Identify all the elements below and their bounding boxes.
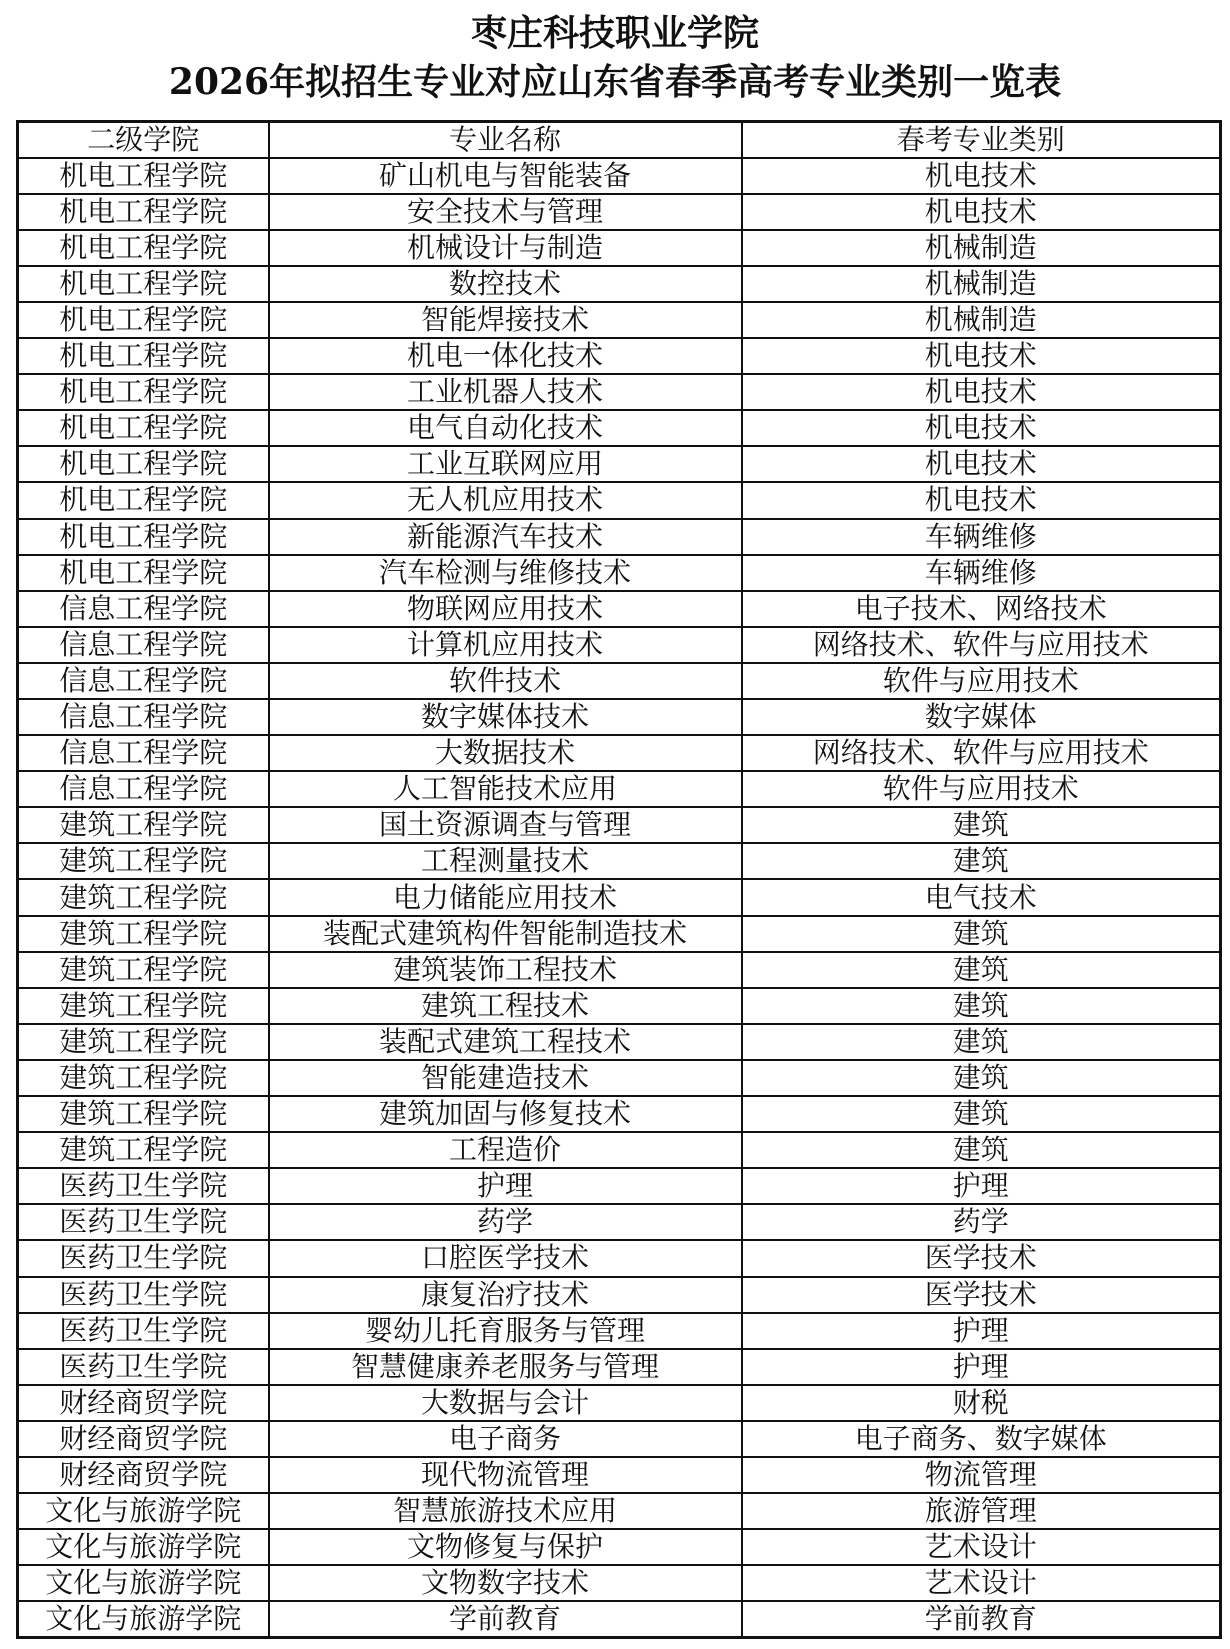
category-cell: 建筑 <box>742 843 1221 879</box>
major-cell: 智能建造技术 <box>269 1060 742 1096</box>
category-cell: 机电技术 <box>742 482 1221 518</box>
college-cell: 建筑工程学院 <box>18 988 269 1024</box>
college-cell: 建筑工程学院 <box>18 1096 269 1132</box>
major-cell: 机电一体化技术 <box>269 338 742 374</box>
table-row <box>18 302 1221 338</box>
college-cell: 建筑工程学院 <box>18 1024 269 1060</box>
category-cell: 医学技术 <box>742 1277 1221 1313</box>
table-row <box>18 194 1221 230</box>
table-row <box>18 1529 1221 1565</box>
table-row <box>18 1385 1221 1421</box>
college-cell: 文化与旅游学院 <box>18 1529 269 1565</box>
table-row <box>18 988 1221 1024</box>
category-cell: 护理 <box>742 1313 1221 1349</box>
major-cell: 学前教育 <box>269 1601 742 1637</box>
category-cell: 电气技术 <box>742 879 1221 915</box>
table-row <box>18 627 1221 663</box>
category-cell: 护理 <box>742 1168 1221 1204</box>
category-cell: 医学技术 <box>742 1240 1221 1276</box>
major-cell: 大数据与会计 <box>269 1385 742 1421</box>
category-cell: 车辆维修 <box>742 519 1221 555</box>
college-cell: 建筑工程学院 <box>18 1132 269 1168</box>
major-cell: 装配式建筑构件智能制造技术 <box>269 916 742 952</box>
category-cell: 建筑 <box>742 1060 1221 1096</box>
college-cell: 财经商贸学院 <box>18 1385 269 1421</box>
major-cell: 电子商务 <box>269 1421 742 1457</box>
college-cell: 机电工程学院 <box>18 230 269 266</box>
college-cell: 财经商贸学院 <box>18 1421 269 1457</box>
college-cell: 信息工程学院 <box>18 735 269 771</box>
table-row <box>18 663 1221 699</box>
header-major: 专业名称 <box>269 122 742 158</box>
table-row <box>18 374 1221 410</box>
table-row <box>18 1457 1221 1493</box>
college-cell: 信息工程学院 <box>18 771 269 807</box>
major-cell: 智慧旅游技术应用 <box>269 1493 742 1529</box>
major-cell: 新能源汽车技术 <box>269 519 742 555</box>
category-cell: 软件与应用技术 <box>742 663 1221 699</box>
college-cell: 机电工程学院 <box>18 555 269 591</box>
table-row <box>18 843 1221 879</box>
major-cell: 大数据技术 <box>269 735 742 771</box>
college-cell: 机电工程学院 <box>18 158 269 194</box>
majors-table <box>16 120 1222 1639</box>
category-cell: 网络技术、软件与应用技术 <box>742 735 1221 771</box>
major-cell: 矿山机电与智能装备 <box>269 158 742 194</box>
table-row <box>18 1565 1221 1601</box>
table-row <box>18 591 1221 627</box>
college-cell: 机电工程学院 <box>18 302 269 338</box>
table-row <box>18 555 1221 591</box>
college-cell: 医药卫生学院 <box>18 1240 269 1276</box>
college-cell: 信息工程学院 <box>18 627 269 663</box>
document-subtitle: 2026年拟招生专业对应山东省春季高考专业类别一览表 <box>168 61 1062 103</box>
college-cell: 机电工程学院 <box>18 374 269 410</box>
college-cell: 建筑工程学院 <box>18 916 269 952</box>
category-cell: 数字媒体 <box>742 699 1221 735</box>
table-row <box>18 699 1221 735</box>
table-row <box>18 1168 1221 1204</box>
major-cell: 文物修复与保护 <box>269 1529 742 1565</box>
college-cell: 医药卫生学院 <box>18 1204 269 1240</box>
category-cell: 电子技术、网络技术 <box>742 591 1221 627</box>
category-cell: 电子商务、数字媒体 <box>742 1421 1221 1457</box>
table-row <box>18 879 1221 915</box>
major-cell: 智慧健康养老服务与管理 <box>269 1349 742 1385</box>
table-row <box>18 1421 1221 1457</box>
major-cell: 安全技术与管理 <box>269 194 742 230</box>
table-row <box>18 230 1221 266</box>
table-row <box>18 266 1221 302</box>
major-cell: 建筑装饰工程技术 <box>269 952 742 988</box>
category-cell: 建筑 <box>742 988 1221 1024</box>
table-row <box>18 916 1221 952</box>
category-cell: 艺术设计 <box>742 1529 1221 1565</box>
major-cell: 计算机应用技术 <box>269 627 742 663</box>
table-row <box>18 1060 1221 1096</box>
category-cell: 建筑 <box>742 1024 1221 1060</box>
category-cell: 建筑 <box>742 952 1221 988</box>
college-cell: 机电工程学院 <box>18 446 269 482</box>
major-cell: 汽车检测与维修技术 <box>269 555 742 591</box>
major-cell: 软件技术 <box>269 663 742 699</box>
major-cell: 机械设计与制造 <box>269 230 742 266</box>
document-title: 枣庄科技职业学院 <box>470 12 759 54</box>
category-cell: 建筑 <box>742 1096 1221 1132</box>
college-cell: 建筑工程学院 <box>18 843 269 879</box>
table-row <box>18 735 1221 771</box>
category-cell: 机械制造 <box>742 230 1221 266</box>
college-cell: 文化与旅游学院 <box>18 1565 269 1601</box>
table-row <box>18 1132 1221 1168</box>
table-row <box>18 1096 1221 1132</box>
major-cell: 药学 <box>269 1204 742 1240</box>
category-cell: 机电技术 <box>742 158 1221 194</box>
college-cell: 建筑工程学院 <box>18 807 269 843</box>
major-cell: 数控技术 <box>269 266 742 302</box>
table-row <box>18 446 1221 482</box>
major-cell: 工业机器人技术 <box>269 374 742 410</box>
table-row <box>18 410 1221 446</box>
header-college: 二级学院 <box>18 122 269 158</box>
college-cell: 医药卫生学院 <box>18 1349 269 1385</box>
category-cell: 机电技术 <box>742 338 1221 374</box>
category-cell: 网络技术、软件与应用技术 <box>742 627 1221 663</box>
category-cell: 机电技术 <box>742 374 1221 410</box>
major-cell: 人工智能技术应用 <box>269 771 742 807</box>
category-cell: 财税 <box>742 1385 1221 1421</box>
category-cell: 机电技术 <box>742 194 1221 230</box>
table-row <box>18 1493 1221 1529</box>
college-cell: 信息工程学院 <box>18 591 269 627</box>
college-cell: 机电工程学院 <box>18 410 269 446</box>
table-row <box>18 338 1221 374</box>
college-cell: 文化与旅游学院 <box>18 1493 269 1529</box>
category-cell: 旅游管理 <box>742 1493 1221 1529</box>
table-row <box>18 482 1221 518</box>
major-cell: 数字媒体技术 <box>269 699 742 735</box>
major-cell: 智能焊接技术 <box>269 302 742 338</box>
college-cell: 医药卫生学院 <box>18 1168 269 1204</box>
table-row <box>18 1277 1221 1313</box>
major-cell: 护理 <box>269 1168 742 1204</box>
category-cell: 建筑 <box>742 807 1221 843</box>
college-cell: 机电工程学院 <box>18 194 269 230</box>
table-row <box>18 1349 1221 1385</box>
college-cell: 建筑工程学院 <box>18 952 269 988</box>
major-cell: 文物数字技术 <box>269 1565 742 1601</box>
major-cell: 国土资源调查与管理 <box>269 807 742 843</box>
table-row <box>18 1601 1221 1637</box>
major-cell: 建筑加固与修复技术 <box>269 1096 742 1132</box>
college-cell: 财经商贸学院 <box>18 1457 269 1493</box>
major-cell: 康复治疗技术 <box>269 1277 742 1313</box>
college-cell: 机电工程学院 <box>18 338 269 374</box>
college-cell: 医药卫生学院 <box>18 1313 269 1349</box>
major-cell: 电气自动化技术 <box>269 410 742 446</box>
table-row <box>18 952 1221 988</box>
category-cell: 机电技术 <box>742 410 1221 446</box>
major-cell: 建筑工程技术 <box>269 988 742 1024</box>
major-cell: 工程造价 <box>269 1132 742 1168</box>
category-cell: 软件与应用技术 <box>742 771 1221 807</box>
category-cell: 机电技术 <box>742 446 1221 482</box>
category-cell: 建筑 <box>742 916 1221 952</box>
college-cell: 信息工程学院 <box>18 699 269 735</box>
table-row <box>18 1313 1221 1349</box>
college-cell: 信息工程学院 <box>18 663 269 699</box>
table-body <box>18 158 1221 1638</box>
major-cell: 口腔医学技术 <box>269 1240 742 1276</box>
header-category: 春考专业类别 <box>742 122 1221 158</box>
college-cell: 建筑工程学院 <box>18 1060 269 1096</box>
table-row <box>18 158 1221 194</box>
major-cell: 婴幼儿托育服务与管理 <box>269 1313 742 1349</box>
major-cell: 工程测量技术 <box>269 843 742 879</box>
table-row <box>18 807 1221 843</box>
major-cell: 工业互联网应用 <box>269 446 742 482</box>
category-cell: 学前教育 <box>742 1601 1221 1637</box>
category-cell: 物流管理 <box>742 1457 1221 1493</box>
category-cell: 护理 <box>742 1349 1221 1385</box>
category-cell: 药学 <box>742 1204 1221 1240</box>
category-cell: 机械制造 <box>742 302 1221 338</box>
table-row <box>18 771 1221 807</box>
college-cell: 机电工程学院 <box>18 482 269 518</box>
table-row <box>18 1204 1221 1240</box>
table-row <box>18 519 1221 555</box>
college-cell: 医药卫生学院 <box>18 1277 269 1313</box>
major-cell: 现代物流管理 <box>269 1457 742 1493</box>
college-cell: 机电工程学院 <box>18 266 269 302</box>
table-header-row <box>18 122 1221 158</box>
category-cell: 车辆维修 <box>742 555 1221 591</box>
college-cell: 文化与旅游学院 <box>18 1601 269 1637</box>
category-cell: 艺术设计 <box>742 1565 1221 1601</box>
major-cell: 无人机应用技术 <box>269 482 742 518</box>
major-cell: 电力储能应用技术 <box>269 879 742 915</box>
major-cell: 装配式建筑工程技术 <box>269 1024 742 1060</box>
major-cell: 物联网应用技术 <box>269 591 742 627</box>
category-cell: 机械制造 <box>742 266 1221 302</box>
table-row <box>18 1240 1221 1276</box>
college-cell: 机电工程学院 <box>18 519 269 555</box>
table-row <box>18 1024 1221 1060</box>
category-cell: 建筑 <box>742 1132 1221 1168</box>
college-cell: 建筑工程学院 <box>18 879 269 915</box>
